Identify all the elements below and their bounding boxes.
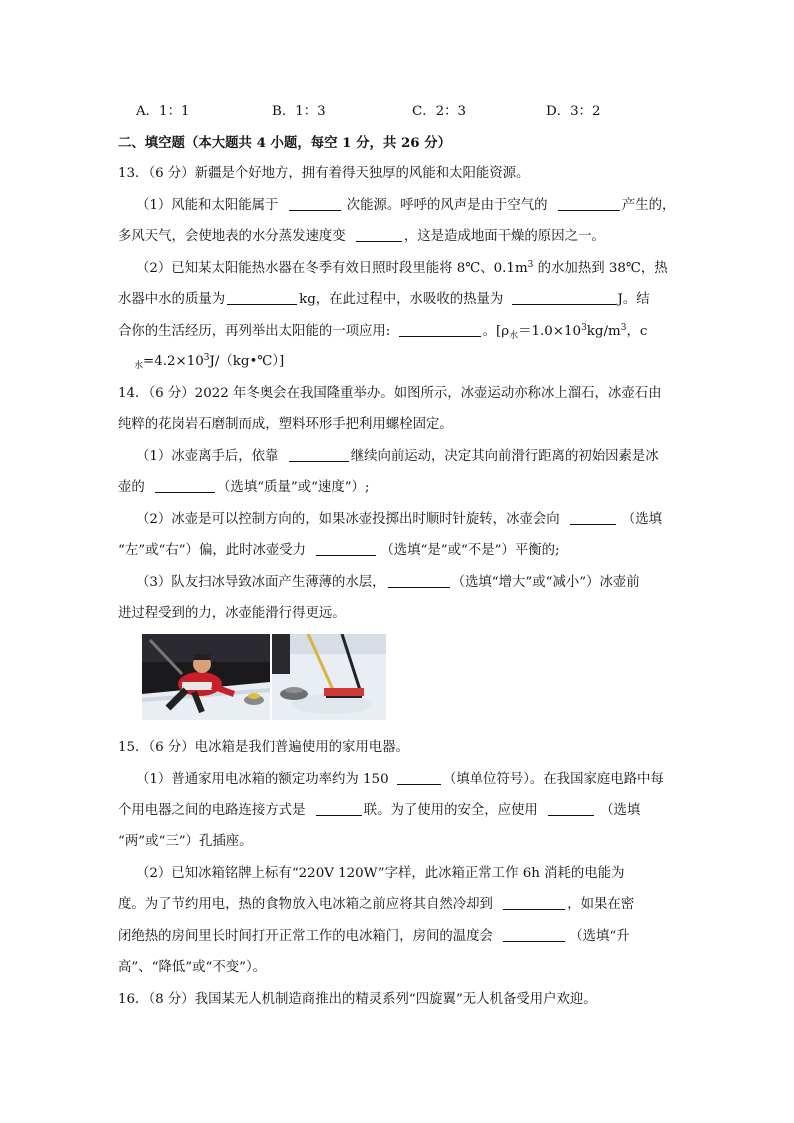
text: 度。为了节约用电，热的食物放入电冰箱之前应将其自然冷却到 — [118, 897, 493, 912]
option-c[interactable]: C．2：3 — [412, 104, 467, 119]
text: “左”或“右”）偏，此时冰壶受力 — [118, 543, 307, 558]
text: 次能源。呼呼的风声是由于空气的 — [346, 198, 548, 213]
text: （选填“升 — [569, 929, 630, 944]
option-d[interactable]: D．3：2 — [546, 104, 601, 119]
text: 闭绝热的房间里长时间打开正常工作的电冰箱门，房间的温度会 — [118, 929, 493, 944]
answer-blank[interactable] — [512, 290, 616, 305]
text: J。结 — [617, 292, 650, 307]
answer-blank[interactable] — [570, 510, 616, 525]
text: （选填“是”或“不是”）平衡的; — [380, 543, 560, 558]
section-title: 二、填空题（本大题共 4 小题，每空 1 分，共 26 分） — [118, 135, 452, 151]
q13-part2-line3 — [118, 322, 647, 342]
answer-blank[interactable] — [316, 801, 362, 816]
q14-part3-line2: 进过程受到的力，冰壶能滑行得更远。 — [118, 606, 346, 621]
superscript: 3 — [620, 323, 627, 333]
q14-part2-line2 — [118, 541, 560, 561]
q15-part1-line2 — [118, 801, 640, 821]
q13-stem: 13．（6 分）新疆是个好地方，拥有着得天独厚的风能和太阳能资源。 — [118, 166, 530, 181]
answer-blank[interactable] — [503, 927, 565, 942]
option-b[interactable]: B．1：3 — [272, 104, 326, 119]
text: ，c — [626, 324, 648, 339]
answer-blank[interactable] — [397, 770, 441, 785]
text: （1）普通家用电冰箱的额定功率约为 150 — [136, 772, 389, 787]
subscript: 水 — [134, 361, 144, 371]
answer-blank[interactable] — [399, 322, 481, 337]
text: 个用电器之间的电路连接方式是 — [118, 803, 306, 818]
q14-stem-line1: 14．（6 分）2022 年冬奥会在我国隆重举办。如图所示，冰壶运动亦称冰上溜石，冰壶石由 — [118, 386, 662, 401]
text: =4.2×10 — [143, 354, 204, 369]
text: 联。为了使用的安全，应使用 — [363, 803, 538, 818]
curling-sweeping-photo — [272, 634, 386, 720]
answer-blank[interactable] — [356, 227, 402, 242]
text: 合你的生活经历，再列举出太阳能的一项应用: — [118, 324, 391, 339]
q15-part2-line4: 高”、“降低”或“不变”）。 — [118, 960, 267, 975]
option-a[interactable]: A．1：1 — [136, 104, 190, 119]
q13-part2-line1 — [136, 259, 668, 279]
superscript: 3 — [581, 323, 587, 333]
text: 壶的 — [118, 480, 145, 495]
q15-stem: 15．（6 分）电冰箱是我们普遍使用的家用电器。 — [118, 740, 409, 755]
q14-part1-line1 — [136, 447, 659, 467]
text: ，如果在密 — [567, 897, 635, 912]
text: （填单位符号）。在我国家庭电路中每 — [442, 772, 664, 787]
text: （3）队友扫冰导致冰面产生薄薄的水层， — [136, 575, 386, 590]
text: 。[ρ — [482, 324, 510, 339]
q14-part3-line1 — [136, 573, 640, 593]
text: kg/m — [586, 324, 621, 339]
answer-blank[interactable] — [316, 541, 376, 556]
text: （选填“质量”或“速度”）; — [217, 480, 370, 495]
text: （选填“增大”或“减小”）冰壶前 — [451, 575, 640, 590]
text: 的水加热到 38℃，热 — [533, 261, 668, 276]
answer-blank[interactable] — [289, 196, 341, 211]
text: ＝1.0×10 — [518, 324, 582, 339]
answer-blank[interactable] — [558, 196, 620, 211]
text: （2）冰壶是可以控制方向的，如果冰壶投掷出时顺时针旋转，冰壶会向 — [136, 512, 560, 527]
text: （2）已知某太阳能热水器在冬季有效日照时段里能将 8℃、0.1m — [136, 261, 528, 276]
curling-thrower-photo — [142, 634, 270, 720]
q13-part2-line2 — [118, 290, 650, 310]
superscript: 3 — [203, 353, 210, 363]
answer-blank[interactable] — [227, 290, 297, 305]
q13-part1-line2 — [118, 227, 605, 247]
text: kg，在此过程中，水吸收的热量为 — [299, 292, 504, 307]
text: 继续向前运动，决定其向前滑行距离的初始因素是冰 — [350, 449, 659, 464]
answer-blank[interactable] — [548, 801, 594, 816]
answer-blank[interactable] — [388, 573, 450, 588]
text: 水器中水的质量为 — [118, 292, 226, 307]
superscript: 3 — [527, 260, 534, 270]
q14-stem-line2: 纯粹的花岗岩石磨制而成，塑料环形手把利用螺栓固定。 — [118, 417, 453, 432]
q14-part2-line1 — [136, 510, 662, 530]
answer-blank[interactable] — [289, 447, 349, 462]
q13-part1-line1 — [136, 196, 675, 216]
q14-part1-line2 — [118, 478, 369, 498]
choice-options — [136, 102, 656, 122]
q15-part2-line1: （2）已知冰箱铭牌上标有“220V 120W”字样，此冰箱正常工作 6h 消耗的电能为 — [136, 866, 625, 881]
subscript: 水 — [509, 331, 519, 341]
curling-sweeping-illustration — [272, 634, 386, 720]
q15-part2-line3 — [118, 927, 630, 947]
answer-blank[interactable] — [503, 895, 565, 910]
q16-stem: 16．（8 分）我国某无人机制造商推出的精灵系列“四旋翼”无人机备受用户欢迎。 — [118, 992, 597, 1007]
text: （选填 — [621, 512, 663, 527]
q15-part2-line2 — [118, 895, 634, 915]
text: 多风天气，会使地表的水分蒸发速度变 — [118, 229, 346, 244]
q13-part2-line4 — [134, 352, 284, 372]
text: （1）风能和太阳能属于 — [136, 198, 279, 213]
curling-thrower-illustration — [142, 634, 270, 720]
text: ，这是造成地面干燥的原因之一。 — [403, 229, 605, 244]
text: （选填 — [600, 803, 641, 818]
text: （1）冰壶离手后，依靠 — [136, 449, 279, 464]
text: 产生的， — [621, 198, 676, 213]
q15-part1-line1 — [136, 770, 664, 790]
text: J/（kg•℃）] — [209, 354, 285, 369]
q15-part1-line3: “两”或“三”）孔插座。 — [118, 834, 253, 849]
answer-blank[interactable] — [155, 478, 215, 493]
